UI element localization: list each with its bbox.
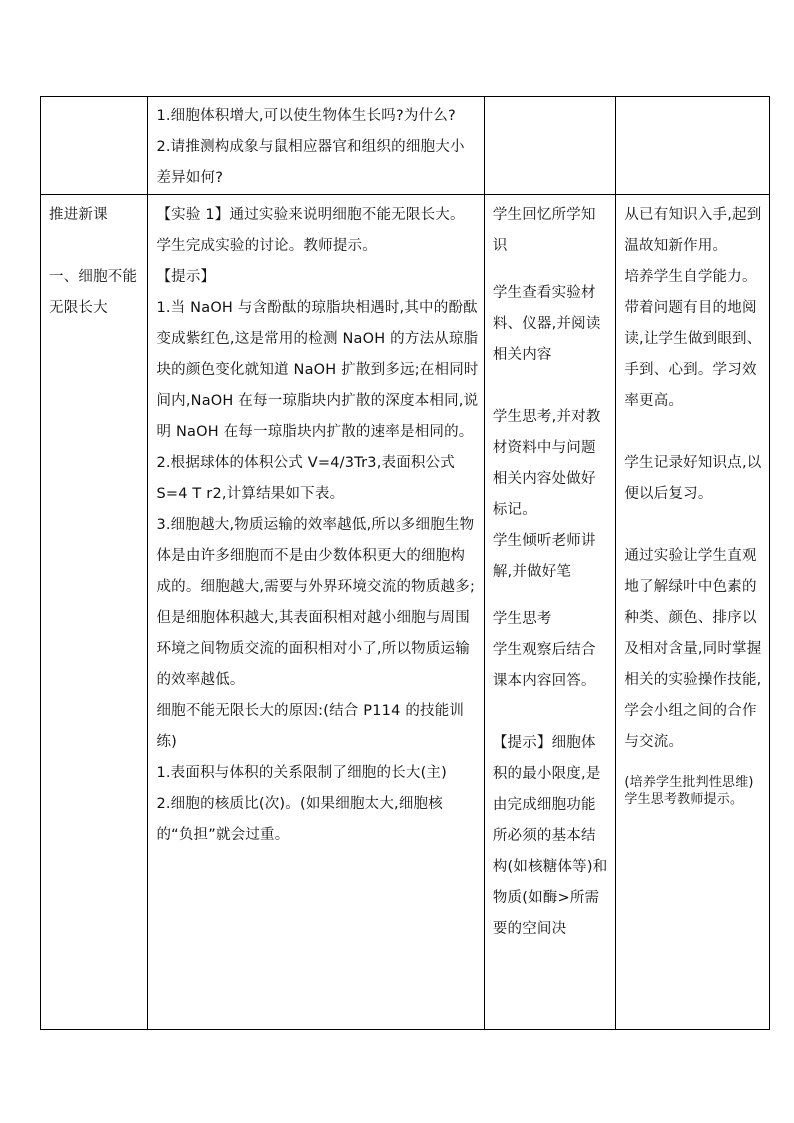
hint-point-3: 3.细胞越大,物质运输的效率越低,所以多细胞生物体是由许多细胞而不是由少数体积更大的细胞构成的。细胞越大,需要与外界环境交流的物质越多;但是细胞体积越大,其表面积相对越小细胞与周围环境之间物质交流的面积相对小了,所以物质运输的效率越低。 [156, 517, 476, 688]
table-cell-content [148, 195, 484, 1030]
reason-2: 2.细胞的核质比(次)。(如果细胞太大,细胞核的“负担”就会过重。 [156, 796, 443, 843]
table-cell-intent [616, 195, 770, 1030]
question-1: 1.细胞体积增大,可以使生物体生长吗?为什么? [156, 108, 456, 124]
student-activity-4: 学生倾听老师讲解,并做好笔 [492, 533, 596, 580]
table-row [41, 97, 770, 195]
student-activity-hint: 【提示】细胞体积的最小限度,是由完成细胞功能所必须的基本结构(如核糖体等)和物质(如酶>所需要的空间决 [492, 735, 608, 937]
design-intent-4: 通过实验让学生直观地了解绿叶中色素的种类、颜色、排序以及相对含量,同时掌握相关的实验操作技能,学会小组之间的合作与交流。 [624, 548, 762, 750]
table-cell-stage [41, 97, 148, 195]
table-cell-content [148, 97, 484, 195]
student-activity-5: 学生思考 [492, 611, 552, 627]
student-activity-1: 学生回忆所学知识 [492, 207, 596, 254]
design-intent-1: 从已有知识入手,起到温故知新作用。 [624, 207, 762, 254]
student-activity-3: 学生思考,并对教材资料中与问题相关内容处做好标记。 [492, 409, 601, 518]
question-2: 2.请推测构成象与鼠相应器官和组织的细胞大小差异如何? [156, 139, 465, 186]
hint-label: 【提示】 [156, 269, 216, 285]
reason-1: 1.表面积与体积的关系限制了细胞的长大(主) [156, 765, 447, 781]
design-intent-2: 培养学生自学能力。带着问题有目的地阅读,让学生做到眼到、手到、心到。学习效率更高。 [624, 269, 762, 409]
stage-label: 推进新课 [49, 207, 108, 223]
student-activity-6: 学生观察后结合课本内容回答。 [492, 642, 596, 689]
table-cell-student [484, 195, 616, 1030]
experiment-intro: 【实验 1】通过实验来说明细胞不能无限长大。学生完成实验的讨论。教师提示。 [156, 207, 465, 254]
table-cell-student [484, 97, 616, 195]
hint-point-1: 1.当 NaOH 与含酚酞的琼脂块相遇时,其中的酚酞变成紫红色,这是常用的检测 NaOH 的方法从琼脂块的颜色变化就知道 NaOH 扩散到多远;在相同时间内,NaOH 在每一琼脂块内扩散的深度本相同,说明 NaOH 在每一琼脂块内扩散的速率是相同的。 [156, 300, 479, 440]
table-row [41, 195, 770, 1030]
student-activity-2: 学生查看实验材料、仪器,并阅读相关内容 [492, 285, 601, 363]
table-cell-intent [616, 97, 770, 195]
design-intent-5: (培养学生批判性思维)学生思考教师提示。 [624, 775, 754, 807]
hint-point-2: 2.根据球体的体积公式 V=4/3Tr3,表面积公式 S=4 T r2,计算结果如下表。 [156, 455, 456, 502]
reason-title: 细胞不能无限长大的原因:(结合 P114 的技能训练) [156, 703, 465, 750]
design-intent-3: 学生记录好知识点,以便以后复习。 [624, 455, 762, 502]
lesson-plan-table [40, 96, 770, 1030]
table-cell-stage [41, 195, 148, 1030]
section-heading: 一、细胞不能无限长大 [49, 269, 138, 316]
